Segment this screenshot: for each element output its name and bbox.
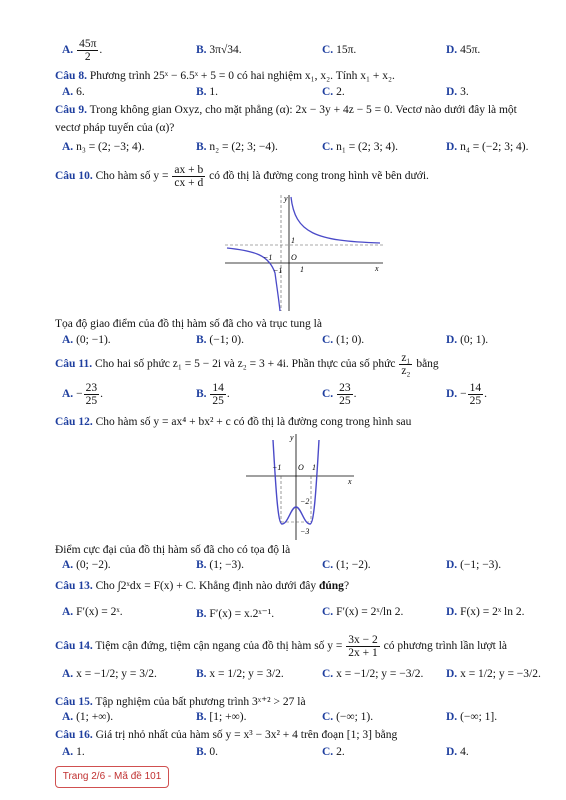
question-11: Câu 11. Cho hai số phức z₁ = 5 − 2i và z₂ = 3 + 4i. Phần thực của số phức $\frac{\text{z₁}}{\text{z₂}}$ bằng <box>55 352 439 377</box>
x-label: x <box>375 264 379 273</box>
question-12: Câu 12. Cho hàm số y = ax⁴ + bx² + c có đồ thị là đường cong trong hình sau <box>55 416 412 428</box>
question-10-cont: Tọa độ giao điểm của đồ thị hàm số đã cho và trục tung là <box>55 318 322 330</box>
option-b: B. 3π√34. <box>196 44 242 56</box>
svg-text:y: y <box>290 433 294 442</box>
page-footer: Trang 2/6 - Mã đề 101 <box>55 766 169 788</box>
svg-text:O: O <box>291 253 297 262</box>
fraction: $\frac{45\pi}{2}$ <box>79 38 97 63</box>
question-13: Câu 13. Cho ∫2ˣdx = F(x) + C. Khẳng định nào dưới đây đúng? <box>55 580 350 592</box>
svg-text:O: O <box>298 463 304 472</box>
question-8: Câu 8. Phương trình 25ˣ − 6.5ˣ + 5 = 0 có hai nghiệm x₁, x₂. Tính x₁ + x₂. <box>55 70 395 82</box>
q7-options <box>62 34 552 64</box>
q8-options: A. 6. B. 1. C. 2. D. 3. <box>62 86 469 98</box>
y-label: y <box>284 194 288 203</box>
question-9-cont: vectơ pháp tuyến của (α)? <box>55 122 175 134</box>
svg-text:−1: −1 <box>272 463 282 472</box>
svg-text:1: 1 <box>300 265 304 274</box>
svg-text:−1: −1 <box>263 253 273 262</box>
question-12-cont: Điểm cực đại của đồ thị hàm số đã cho có tọa độ là <box>55 544 291 556</box>
q12-options: A. (0; −2). B. (1; −3). C. (1; −2). D. (−1; −3). <box>62 559 502 571</box>
svg-text:1: 1 <box>312 463 316 472</box>
q16-options: A. 1. B. 0. C. 2. D. 4. <box>62 746 469 758</box>
option-a: A. $\frac{45\pi}{2}$ . <box>62 38 103 63</box>
q15-options: A. (1; +∞). B. [1; +∞). C. (−∞; 1). D. (−∞; 1]. <box>62 711 498 723</box>
question-14: Câu 14. Tiệm cận đứng, tiệm cận ngang của đồ thị hàm số y = $\frac{3x - 2}{2x + 1}$ có phương trình lần lượt là <box>55 634 507 659</box>
svg-text:−3: −3 <box>300 527 310 536</box>
q11-options: A. − $\frac{23}{25}$ . B. $\frac{14}{25}$ . C. $\frac{23}{25}$ . D. − $\frac{14}{25}$ . <box>62 382 487 407</box>
svg-text:1: 1 <box>291 236 295 245</box>
q10-graph <box>225 193 385 313</box>
q12-graph <box>246 432 356 542</box>
svg-text:−2: −2 <box>300 497 310 506</box>
q9-options: A. n₃ = (2; −3; 4). B. n₂ = (2; 3; −4). C. n₁ = (2; 3; 4). D. n₄ = (−2; 3; 4). <box>62 141 529 153</box>
question-10: Câu 10. Cho hàm số y = $\frac{ax + b}{cx + d}$ có đồ thị là đường cong trong hình vẽ bên dưới. <box>55 164 429 189</box>
q14-options: A. x = −1/2; y = 3/2. B. x = 1/2; y = 3/2. C. x = −1/2; y = −3/2. D. x = 1/2; y = −3/2. <box>62 668 541 680</box>
q13-options: A. F′(x) = 2ˣ. B. F′(x) = x.2ˣ⁻¹. C. F′(x) = 2ˣ/ln 2. D. F(x) = 2ˣ ln 2. <box>62 606 525 620</box>
option-c: C. 15π. <box>322 44 357 56</box>
question-16: Câu 16. Giá trị nhỏ nhất của hàm số y = x³ − 3x² + 4 trên đoạn [1; 3] bằng <box>55 729 398 741</box>
option-d: D. 45π. <box>446 44 481 56</box>
svg-text:−1: −1 <box>273 266 283 275</box>
svg-text:x: x <box>348 477 352 486</box>
question-9: Câu 9. Trong không gian Oxyz, cho mặt phẳng (α): 2x − 3y + 4z − 5 = 0. Vectơ nào dưới đây là một <box>55 104 517 116</box>
q10-options: A. (0; −1). B. (−1; 0). C. (1; 0). D. (0; 1). <box>62 334 489 346</box>
question-15: Câu 15. Tập nghiệm của bất phương trình 3ˣ⁺² > 27 là <box>55 696 306 708</box>
